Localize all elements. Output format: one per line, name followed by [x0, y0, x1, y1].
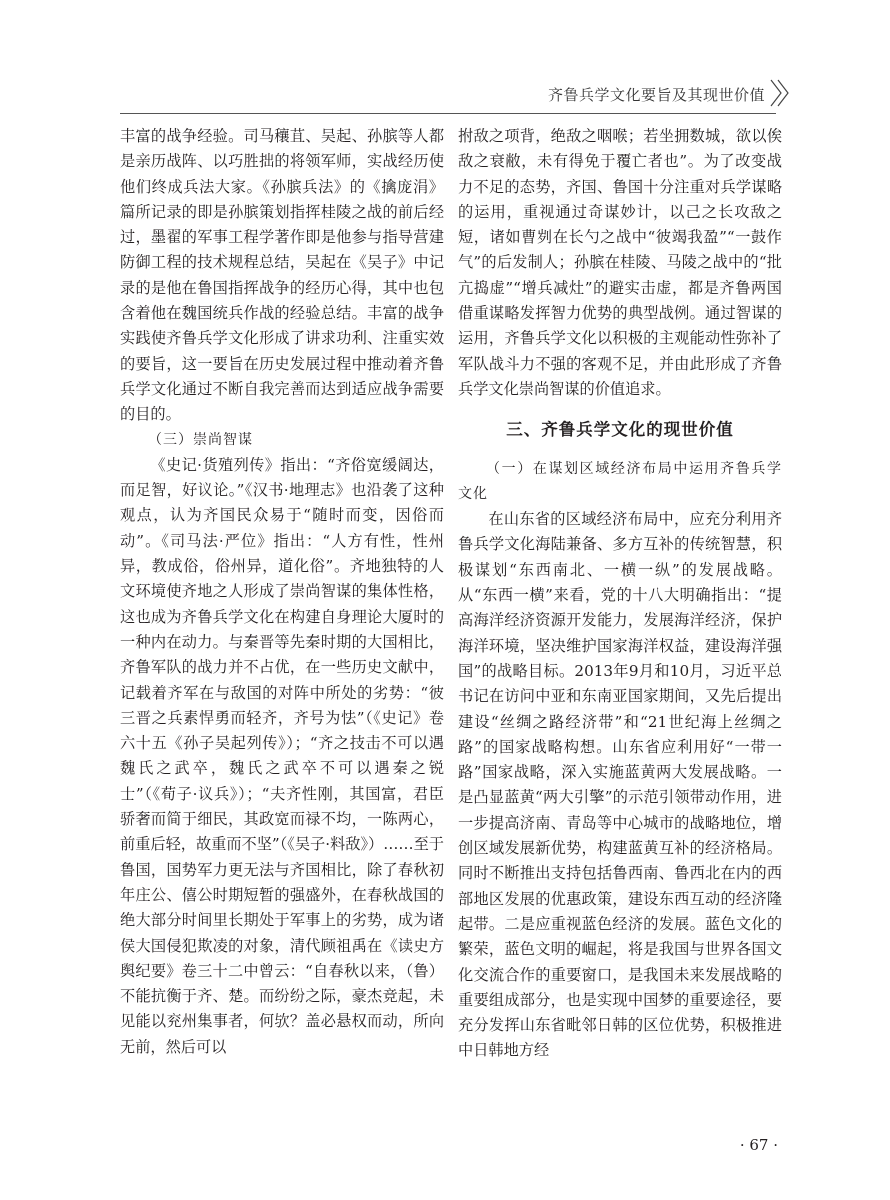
- body-paragraph: 拊敌之项背，绝敌之咽喉；若坐拥数城，欲以俟敌之衰敝，未有得免于覆亡者也”。为了改变战力不足的态势，齐国、鲁国十分注重对兵学谋略的运用，重视通过奇谋妙计，以己之长攻敌之短，诸如曹刿在长勺之战中“彼竭我盈”“一鼓作气”的后发制人；孙膑在桂陵、马陵之战中的“批亢捣虚”“增兵减灶”的避实击虚，都是齐鲁两国借重谋略发挥智力优势的典型战例。通过智谋的运用，齐鲁兵学文化以积极的主观能动性弥补了军队战斗力不强的客观不足，并由此形成了齐鲁兵学文化崇尚智谋的价值追求。: [458, 127, 782, 398]
- section-subheading: （一）在谋划区域经济布局中运用齐鲁兵学文化: [458, 460, 782, 502]
- body-paragraph: 丰富的战争经验。司马穰苴、吴起、孙膑等人都是亲历战阵、以巧胜拙的将领军师，实战经历使他们终成兵法大家。《孙膑兵法》的《擒庞涓》篇所记录的即是孙膑策划指挥桂陵之战的前后经过，墨翟的军事工程学著作即是他参与指导营建防御工程的技术规程总结，吴起在《吴子》中记录的是他在鲁国指挥战争的经历心得，其中也包含着他在魏国统兵作战的经验总结。丰富的战争实践使齐鲁兵学文化形成了讲求功利、注重实效的要旨，这一要旨在历史发展过程中推动着齐鲁兵学文化通过不断自我完善而达到适应战争需要的目的。: [120, 127, 444, 424]
- header-rule: [120, 113, 776, 114]
- section-heading: 三、齐鲁兵学文化的现世价值: [506, 420, 734, 440]
- running-header-title: 齐鲁兵学文化要旨及其现世价值: [547, 86, 765, 104]
- body-paragraph: 在山东省的区域经济布局中，应充分利用齐鲁兵学文化海陆兼备、多方互补的传统智慧，积极谋划“东西南北、一横一纵”的发展战略。从“东西一横”来看，党的十八大明确指出：“提高海洋经济资源开发能力，发展海洋经济，保护海洋环境，坚决维护国家海洋权益，建设海洋强国”的战略目标。2013年9月和10月，习近平总书记在访问中亚和东南亚国家期间，又先后提出建设“丝绸之路经济带”和“21世纪海上丝绸之路”的国家战略构想。山东省应利用好“一带一路”国家战略，深入实施蓝黄两大发展战略。一是凸显蓝黄“两大引擎”的示范引领带动作用，进一步提高济南、青岛等中心城市的战略地位，增创区域发展新优势，构建蓝黄互补的经济格局。同时不断推出支持包括鲁西南、鲁西北在内的西部地区发展的优惠政策，建设东西互动的经济隆起带。二是应重视蓝色经济的发展。蓝色文化的繁荣，蓝色文明的崛起，将是我国与世界各国文化交流合作的重要窗口，是我国未来发展战略的重要组成部分，也是实现中国梦的重要途径，要充分发挥山东省毗邻日韩的区位优势，积极推进中日韩地方经: [458, 510, 782, 1060]
- right-column: [458, 124, 782, 1064]
- left-column: [120, 124, 444, 1060]
- double-chevron-right-icon: [769, 78, 791, 108]
- page-number: · 67 ·: [739, 1136, 778, 1154]
- body-paragraph: 《史记·货殖列传》指出：“齐俗宽缓阔达，而足智，好议论。”《汉书·地理志》也沿袭了这种观点，认为齐国民众易于“随时而变，因俗而动”。《司马法·严位》指出：“人方有性，性州异，教成俗，俗州异，道化俗”。齐地独特的人文环境使齐地之人形成了崇尚智谋的集体性格，这也成为齐鲁兵学文化在构建自身理论大厦时的一种内在动力。与秦晋等先秦时期的大国相比，齐鲁军队的战力并不占优，在一些历史文献中，记载着齐军在与敌国的对阵中所处的劣势：“彼三晋之兵素悍勇而轻齐，齐号为怯”（《史记》卷六十五《孙子吴起列传》）；“齐之技击不可以遇魏氏之武卒，魏氏之武卒不可以遇秦之锐士”（《荀子·议兵》）；“夫齐性刚，其国富，君臣骄奢而简于细民，其政宽而禄不均，一陈两心，前重后轻，故重而不坚”（《吴子·料敌》）……至于鲁国，国势军力更无法与齐国相比，除了春秋初年庄公、僖公时期短暂的强盛外，在春秋战国的绝大部分时间里长期处于军事上的劣势，成为诸侯大国侵犯欺凌的对象，清代顾祖禹在《读史方舆纪要》卷三十二中曾云：“自春秋以来，（鲁）不能抗衡于齐、楚。而纷纷之际，豪杰竞起，未见能以兖州集事者，何欤？盖必悬权而动，所向无前，然后可以: [120, 455, 444, 1056]
- section-subheading: （三）崇尚智谋: [148, 431, 253, 448]
- running-header: [0, 0, 890, 120]
